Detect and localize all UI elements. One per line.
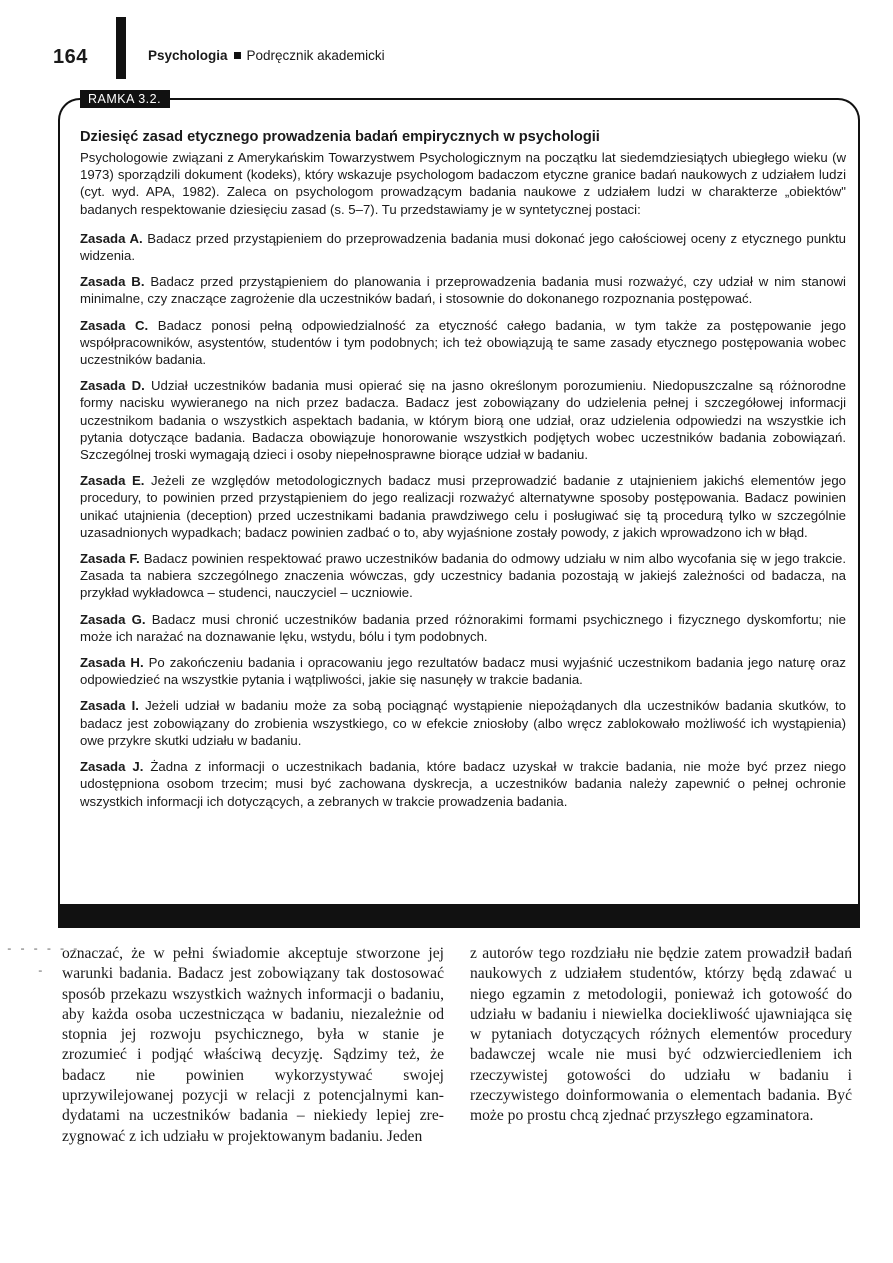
margin-dash-mark: - - - - - - <box>6 944 79 956</box>
header-divider-bar <box>116 17 126 79</box>
rule-label: Zasada F. <box>80 551 140 567</box>
box-title: Dziesięć zasad etycznego prowadzenia badań empirycznych w psychologii <box>80 129 600 145</box>
rule-label: Zasada B. <box>80 274 145 290</box>
rule-text: Badacz ponosi pełną odpowiedzialność za etyczność całego badania, w tym także za postępowanie jego współpracowników, asystentów, studentów i tym podobnych; ich też obowiązują te same zasady etycznego postępowania wobec uczestników badania. <box>80 317 846 368</box>
box-footer-bar <box>58 904 860 928</box>
left-column: oznaczać, że w pełni świadomie akceptuje stworzone jej warunki badania. Badacz jest zobowiązany tak dostosować sposób przekazu wszystkich ważnych informacji o badaniu, aby każda osoba uczestnicząca w badaniu, niezależnie od stopnia jej rozwoju psychicznego, była w stanie je zrozumieć i podjąć właściwą decyzję. Sądzimy też, że badacz nie powinien wykorzystywać swojej uprzywilejowanej pozycji w relacji z potencjalnymi kandydatami na uczestników badania – niekiedy lepiej zrezygnować z ich udziału w projektowanym badaniu. Jeden <box>62 945 444 1145</box>
rule-item <box>80 550 846 602</box>
page-number: 164 <box>53 46 88 68</box>
book-title: Psychologia <box>148 48 228 63</box>
rule-label: Zasada J. <box>80 759 144 775</box>
rule-text: Po zakończeniu badania i opracowaniu jego rezultatów badacz musi wyjaśnić uczestnikom badania jego naturę oraz odpowiedzieć na wszystkie pytania i wątpliwości, jakie się nasunęły w trakcie badania. <box>80 655 846 688</box>
square-separator-icon <box>234 52 241 59</box>
rule-label: Zasada C. <box>80 317 149 333</box>
rule-label: Zasada H. <box>80 655 144 671</box>
rule-item <box>80 273 846 307</box>
box-content <box>80 128 846 819</box>
rule-text: Jeżeli ze względów metodologicznych badacz musi przeprowadzić badanie z utajnieniem jakichś elementów jego procedury, to powinien przed przystąpieniem do jego realizacji rozważyć alternatywne sposoby postępowania. Badacz powinien unikać utajnienia (deception) przed uczestnikami badania prawdziwego celu i posługiwać się tą procedurą tylko w szczególnie uzasadnionych wypadkach; badacz powinien zadbać o to, aby wyjaśnione zostały powody, z jakich wprowadzono ich w błąd. <box>80 473 846 540</box>
rule-item <box>80 654 846 688</box>
rule-item <box>80 317 846 369</box>
box-intro: Psychologowie związani z Amerykańskim Towarzystwem Psychologicznym na początku lat siedemdziesiątych ubiegłego wieku (w 1973) sporządzili dokument (kodeks), który wskazuje psychologom badaczom etyczne granice badań naukowych z udziałem ludzi (cyt. wyd. APA, 1982). Zaleca on psychologom prowadzącym badania naukowe z udziałem ludzi w charakterze „obiektów" badanych respektowanie dziesięciu zasad (s. 5–7). Tu przedstawiamy je w syntetycznej postaci: <box>80 150 846 217</box>
rule-item <box>80 758 846 810</box>
right-column: z autorów tego rozdziału nie będzie zatem prowadził badań naukowych z udziałem studentów, którzy będą zdawać u niego egzamin z metodologii, ponieważ ich gotowość do udziału w badaniu i niewielka dociekliwość ujawniająca się w pytaniach dotyczących różnych elementów procedury badawczej wcale nie musi być odzwierciedleniem ich rzeczywistej gotowości do udziału w badaniu i rzeczywistego doinformowania o elementach badania. Być może po prostu chcą zjednać przyszłego egzaminatora. <box>470 945 852 1125</box>
rule-item <box>80 611 846 645</box>
rule-text: Badacz przed przystąpieniem do przeprowadzenia badania musi dokonać jego całościowej oceny z etycznego punktu widzenia. <box>80 230 846 264</box>
rule-text: Badacz powinien respektować prawo uczestników badania do odmowy udziału w nim albo wycofania się w jego trakcie. Zasada ta nabiera szczególnego znaczenia wówczas, gdy uczestnicy badania pozostają w jakiejś zależności od badacza, na przykład wykładowca – studenci, nauczyciel – uczniowie. <box>80 551 847 601</box>
box-label: RAMKA 3.2. <box>80 90 170 108</box>
margin-dash-mark: - <box>37 966 44 978</box>
rules-list <box>80 230 846 810</box>
rule-label: Zasada G. <box>80 611 146 627</box>
rule-text: Badacz przed przystąpieniem do planowania i przeprowadzenia badania musi rozważyć, czy udział w nim stanowi minimalne, czy znaczące zagrożenie dla uczestników badań, i stosownie do dokonanego rozpoznania postępować. <box>80 274 846 307</box>
page-header <box>0 0 893 90</box>
running-title <box>148 48 385 63</box>
rule-label: Zasada A. <box>80 230 143 246</box>
rule-label: Zasada I. <box>80 698 139 714</box>
rule-text: Żadna z informacji o uczestnikach badania, które badacz uzyskał w trakcie badania, nie może być przez niego udostępniona osobom trzecim; musi być zachowana dyskrecja, a uczestników badania należy zapewnić o pełnej ochronie wszystkich informacji ich dotyczących, a zebranych w trakcie prowadzenia badania. <box>80 759 846 809</box>
book-subtitle: Podręcznik akademicki <box>246 48 385 63</box>
rule-item <box>80 230 846 264</box>
rule-text: Badacz musi chronić uczestników badania przed różnorakimi formami psychicznego i fizycznego dyskomfortu; nie może ich narażać na doznawanie lęku, wstydu, bólu i tym podobnych. <box>80 611 846 644</box>
rule-item <box>80 697 846 749</box>
rule-text: Udział uczestników badania musi opierać się na jasno określonym porozumieniu. Niedopuszczalne są różnorodne formy nacisku wywieranego na nich przez badacza. Badacz jest zobowiązany do udzielenia pełnej i szczegółowej informacji uczestnikom badania o wszystkich aspektach badania, w którym biorą one udział, oraz udzielenia odpowiedzi na wszystkie ich pytania dotyczące badania. Badacza obowiązuje honorowanie wszystkich podjętych wobec uczestników badania zobowiązań. Szczególnej troski wymagają dzieci i osoby niepełnosprawne biorące udział w badaniu. <box>80 378 846 463</box>
rule-text: Jeżeli udział w badaniu może za sobą pociągnąć wystąpienie niepożądanych dla uczestników badania skutków, to badacz jest zobowiązany do zrobienia wszystkiego, co w efekcie zniosłoby (albo wręcz zablokowało możliwość ich wystąpienia) owe przykre skutki udziału w badaniu. <box>80 698 846 748</box>
rule-item <box>80 472 846 541</box>
rule-label: Zasada D. <box>80 378 145 394</box>
rule-label: Zasada E. <box>80 473 145 489</box>
rule-item <box>80 377 846 463</box>
